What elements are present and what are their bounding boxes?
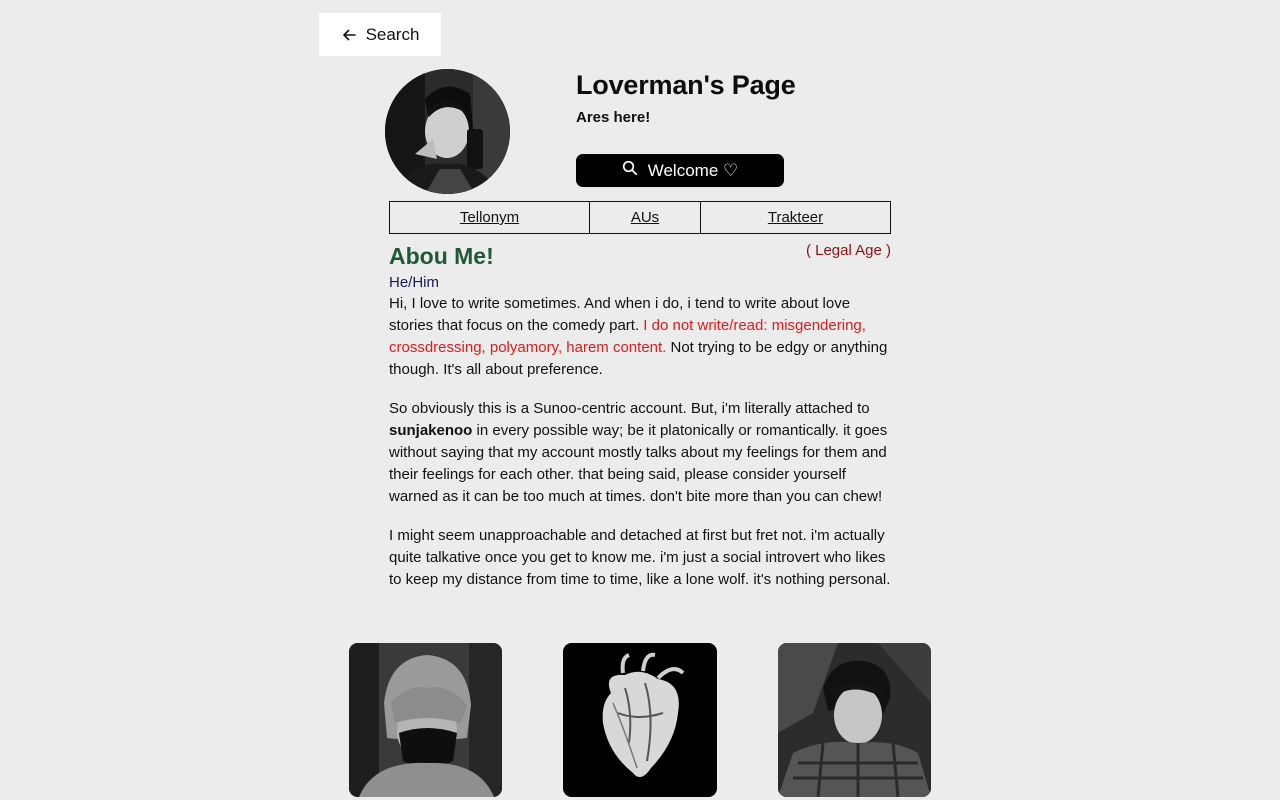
pronouns: He/Him [389, 274, 440, 291]
bio-p1-text: Hi, I love to write sometimes. And when i do, i tend to write about love stories that focus on the comedy part. [389, 295, 851, 334]
back-search-label: Search [365, 24, 420, 44]
welcome-label: Welcome ♡ [647, 160, 739, 180]
search-icon [622, 160, 638, 181]
bio-paragraph-2 [389, 398, 893, 508]
links-table [389, 201, 891, 234]
about-heading: Abou Me! [389, 243, 494, 269]
gallery-photo-person-plaid [778, 643, 931, 797]
bio-text [389, 293, 893, 608]
arrow-left-icon [341, 27, 357, 43]
bio-p1-text-end: Not trying to be edgy or anything though. It's all about preference. [389, 339, 888, 378]
ship-name: sunjakenoo [389, 422, 473, 439]
gallery-photo-anatomical-heart [563, 643, 717, 797]
page-title: Loverman's Page [576, 70, 796, 100]
link-tellonym[interactable]: Tellonym [390, 202, 590, 233]
bio-paragraph-1 [389, 293, 893, 381]
profile-avatar [385, 69, 510, 194]
bio-p2-text-end: in every possible way; be it platonically or romantically. it goes without saying that my account mostly talks about my feelings for them and their feelings for each other. that being said, please consider yourself warned as it can be too much at times. don't bite more than you can chew! [389, 422, 888, 505]
back-search-button[interactable] [319, 13, 441, 56]
page-subtitle: Ares here! [576, 109, 651, 126]
link-trakteer[interactable]: Trakteer [767, 209, 824, 226]
gallery-photo-masked-person [349, 643, 502, 797]
legal-age-note: ( Legal Age ) [805, 242, 891, 259]
bio-paragraph-3: I might seem unapproachable and detached at first but fret not. i'm actually quite talkative once you get to know me. i'm just a social introvert who likes to keep my distance from time to time, like a lone wolf. it's nothing personal. [389, 527, 891, 588]
bio-p2-text: So obviously this is a Sunoo-centric account. But, i'm literally attached to [389, 400, 870, 417]
welcome-button[interactable] [576, 154, 784, 187]
link-aus[interactable]: AUs [590, 202, 701, 233]
content-warning: I do not write/read: misgendering, crossdressing, polyamory, harem content. [389, 317, 866, 356]
